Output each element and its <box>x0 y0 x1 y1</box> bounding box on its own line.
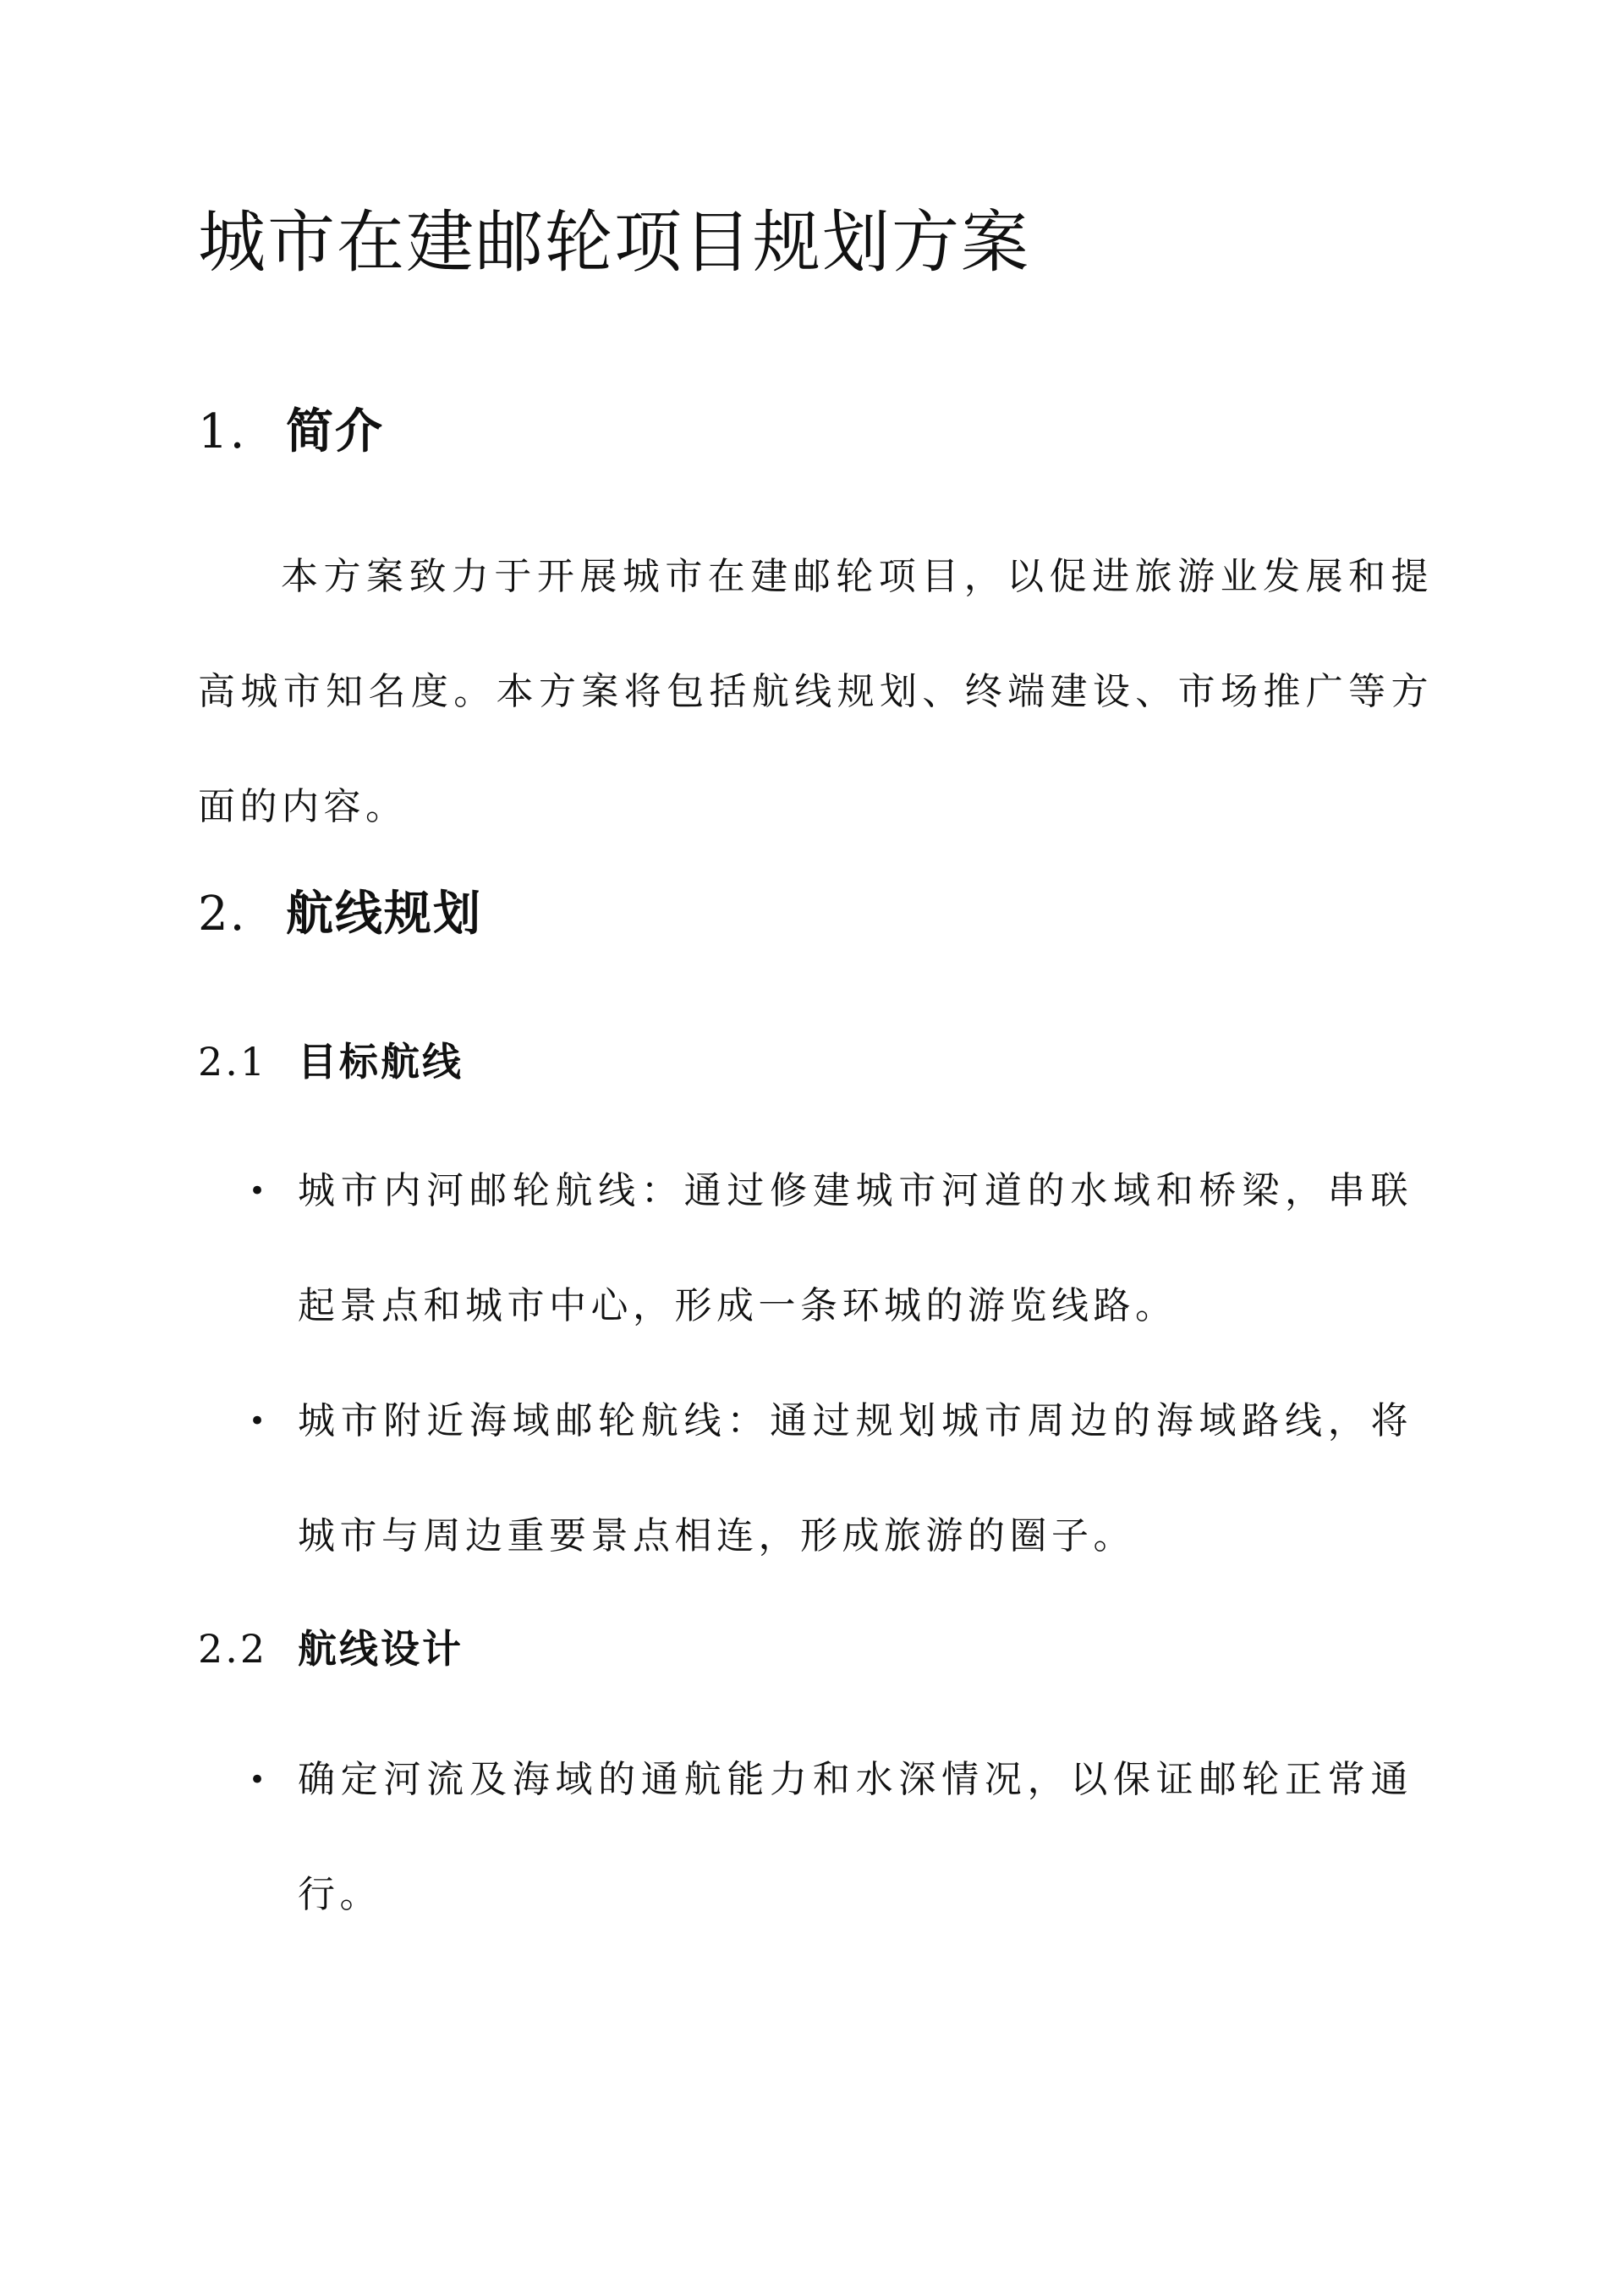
section-2-title: 航线规划 <box>286 886 482 942</box>
bullet-icon: • <box>249 1404 271 1438</box>
section-1-number: 1. <box>198 404 247 459</box>
subsection-2-2-title: 航线设计 <box>298 1626 464 1672</box>
list-item-text: 确定河流及海域的通航能力和水深情况，以保证邮轮正常通行。 <box>298 1758 1413 1916</box>
section-2-number: 2. <box>198 887 247 942</box>
bullet-icon: • <box>249 1763 271 1797</box>
document-title: 城市在建邮轮项目规划方案 <box>198 203 1030 282</box>
list-item-text: 城市附近海域邮轮航线：通过规划城市周边的海域路线，将城市与周边重要景点相连，形成旅游的圈子。 <box>298 1399 1413 1557</box>
section-1-title: 简介 <box>286 404 384 459</box>
list-item <box>245 1364 1413 1594</box>
list-item-text: 城市内河邮轮航线：通过修建城市河道的水域和桥梁，串联起景点和城市中心，形成一条环城的游览线路。 <box>298 1169 1413 1327</box>
subsection-2-1-number: 2.1 <box>198 1039 268 1085</box>
list-item <box>245 1134 1413 1364</box>
subsection-2-2-number: 2.2 <box>198 1626 268 1672</box>
subsection-2-2-heading <box>198 1619 464 1678</box>
section-1-heading <box>198 398 384 466</box>
subsection-2-1-heading <box>198 1032 464 1091</box>
section-2-heading <box>198 880 482 948</box>
section-1-paragraph: 本方案致力于开展城市在建邮轮项目，以促进旅游业发展和提高城市知名度。本方案将包括航线规划、终端建设、市场推广等方面的内容。 <box>198 555 1433 828</box>
bullet-icon: • <box>249 1174 271 1208</box>
list-item <box>245 1722 1413 1953</box>
subsection-2-1-title: 目标航线 <box>298 1039 464 1085</box>
